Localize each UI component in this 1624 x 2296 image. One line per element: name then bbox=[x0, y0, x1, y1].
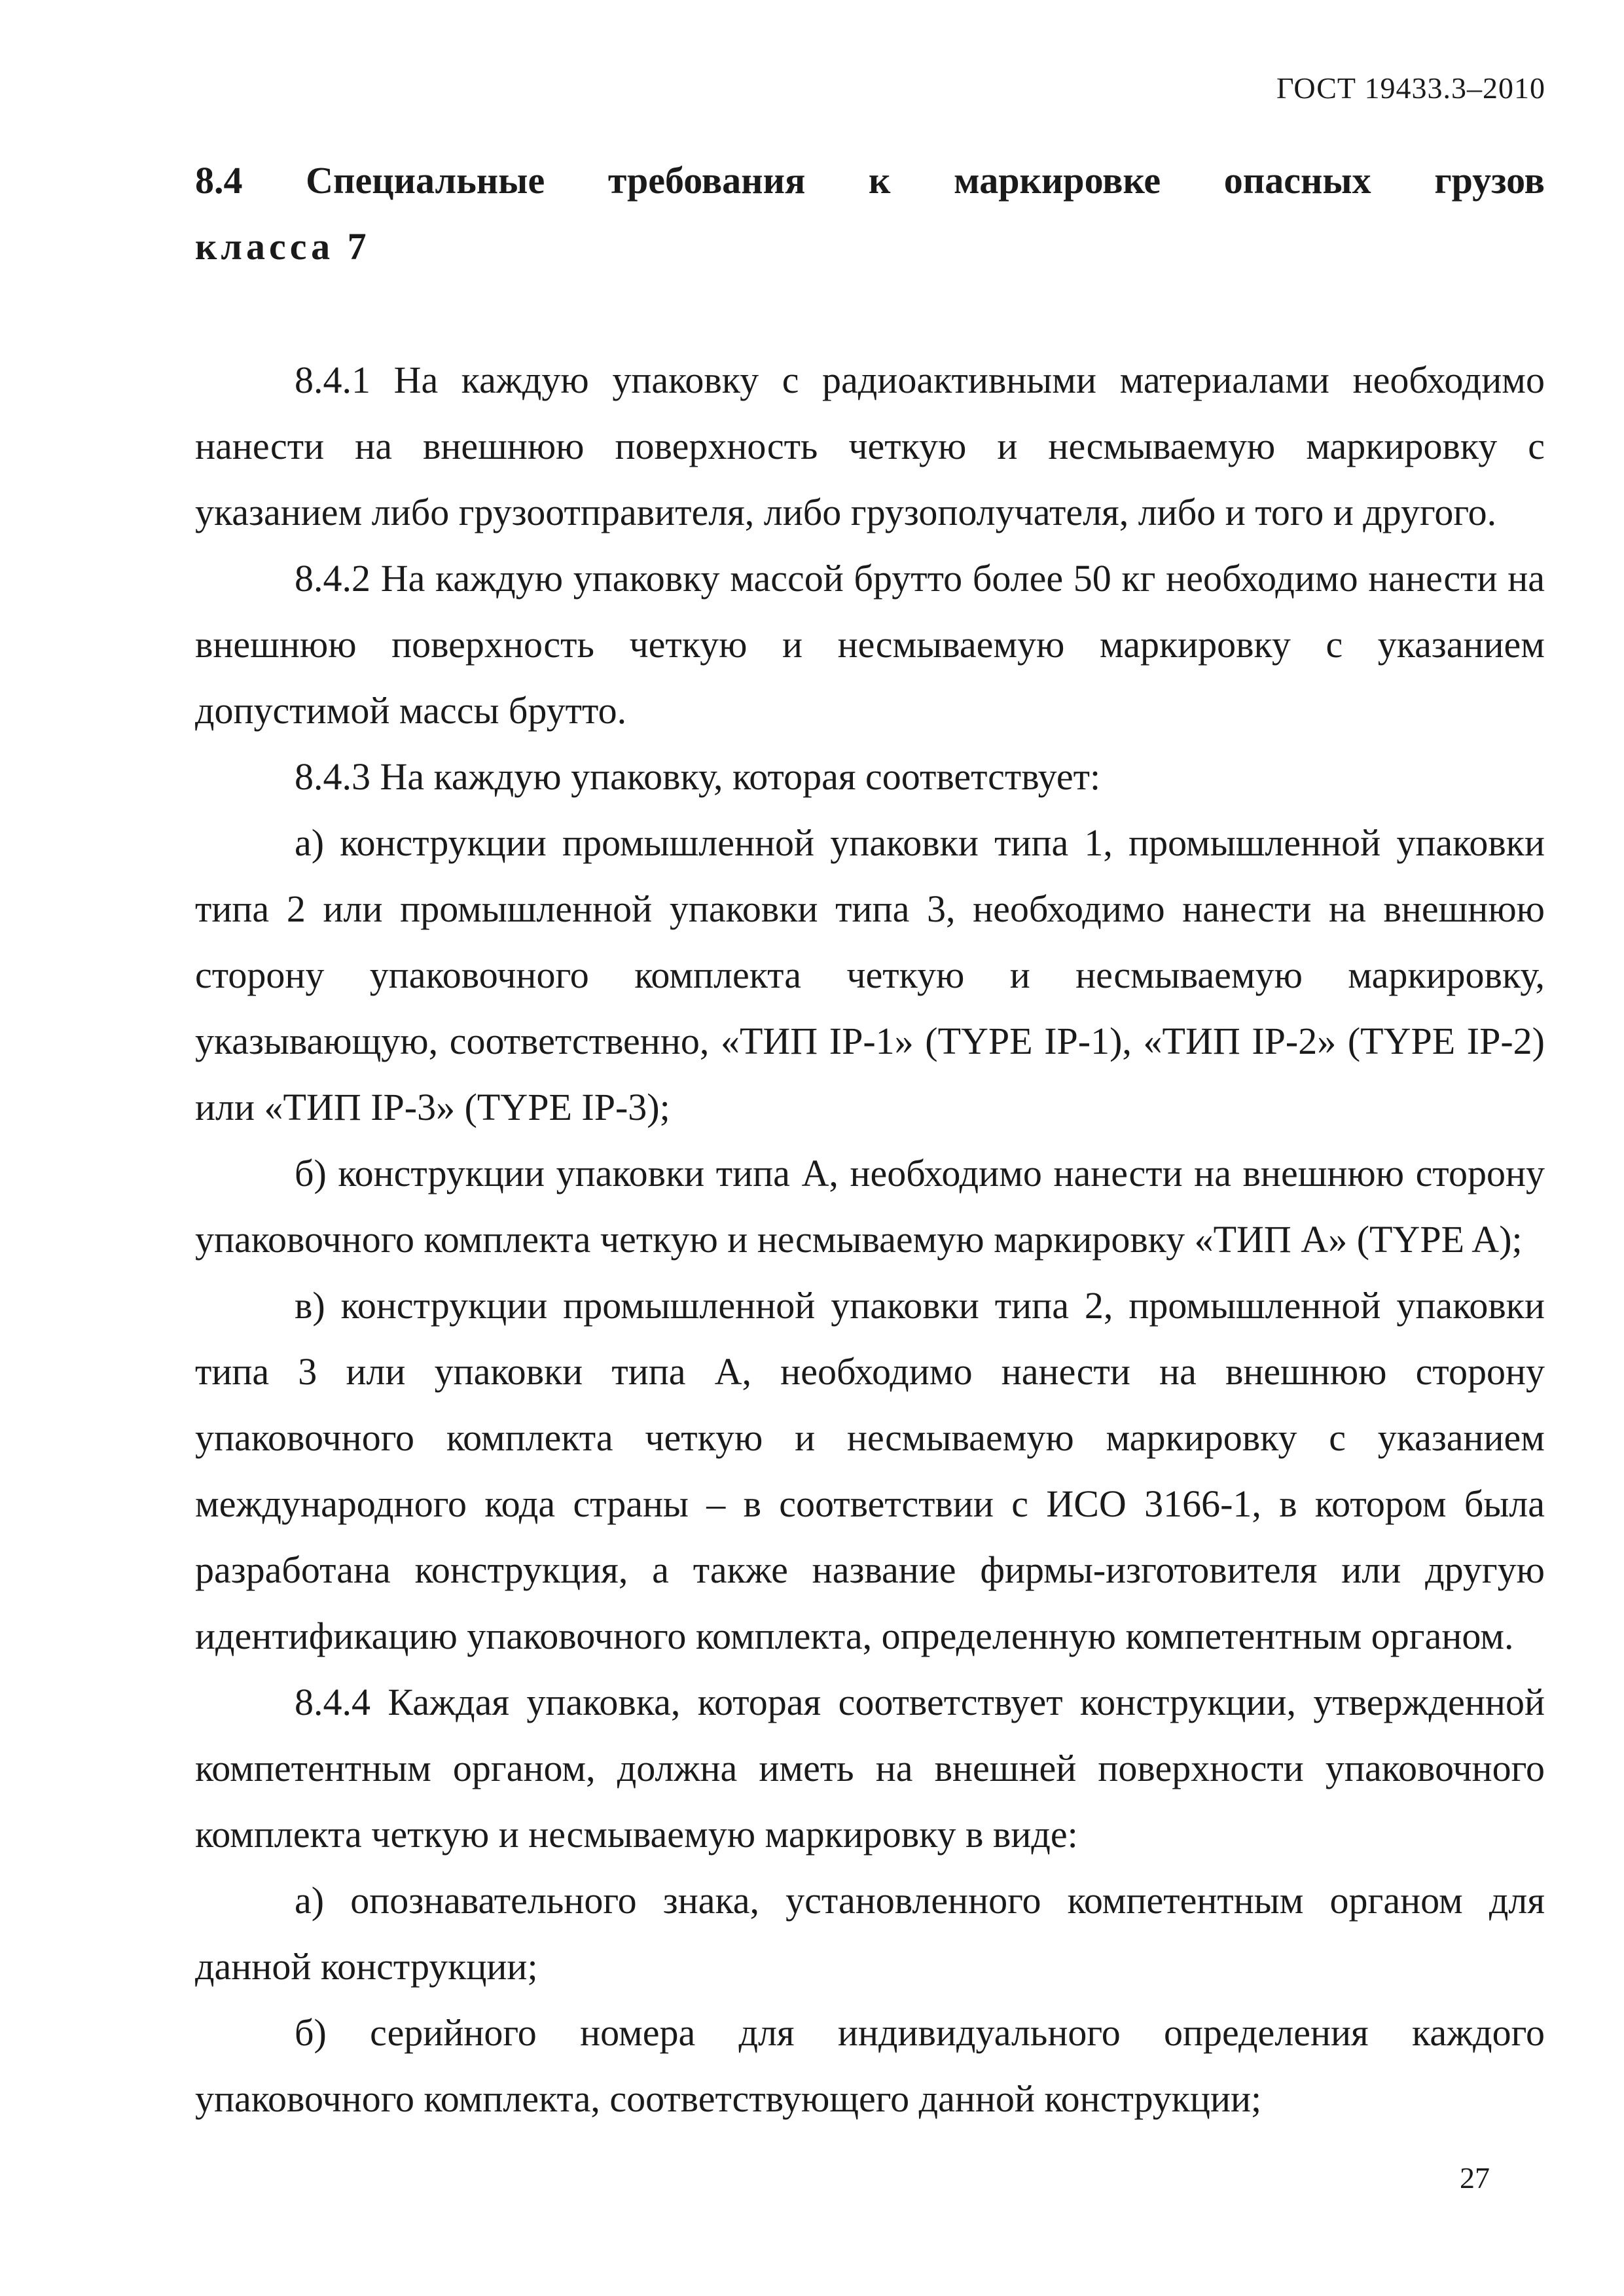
list-item-v: в) конструкции промышленной упаковки типа 2, промышленной упаковки типа 3 или упаковки типа А, необходимо нанести на внешнюю сторону упаковочного комплекта четкую и несмываемую маркировку с указанием международного кода страны – в соответствии с ИСО 3166-1, в котором была разработана конструкция, а также название фирмы-изготовителя или другую идентификацию упаковочного комплекта, определенную компетентным органом. bbox=[195, 1284, 1545, 1657]
section-number: 8.4 bbox=[195, 159, 243, 202]
document-code: ГОСТ 19433.3–2010 bbox=[1276, 71, 1545, 105]
paragraph-8-4-4: 8.4.4 Каждая упаковка, которая соответствует конструкции, утвержденной компетентным органом, должна иметь на внешней поверхности упаковочного комплекта четкую и несмываемую маркировку в виде: bbox=[195, 1681, 1545, 1856]
page-content bbox=[195, 147, 1545, 2132]
list-item-b-2: б) серийного номера для индивидуального определения каждого упаковочного комплекта, соответствующего данной конструкции; bbox=[195, 2011, 1545, 2120]
page-number: 27 bbox=[1460, 2161, 1490, 2195]
list-item-a-2: а) опознавательного знака, установленного компетентным органом для данной конструкции; bbox=[195, 1879, 1545, 1988]
section-title-line-1: Специальные требования к маркировке опасных грузов bbox=[306, 159, 1545, 202]
list-item-b: б) конструкции упаковки типа A, необходимо нанести на внешнюю сторону упаковочного комплекта четкую и несмываемую маркировку «ТИП А» (TYPE A); bbox=[195, 1152, 1545, 1261]
paragraph-8-4-3: 8.4.3 На каждую упаковку, которая соответствует: bbox=[295, 755, 1101, 798]
section-title-line-2: класса 7 bbox=[195, 225, 370, 268]
list-item-a: а) конструкции промышленной упаковки типа 1, промышленной упаковки типа 2 или промышленной упаковки типа 3, необходимо нанести на внешнюю сторону упаковочного комплекта четкую и несмываемую маркировку, указывающую, соответственно, «ТИП IP-1» (TYPE IP-1), «ТИП IP-2» (TYPE IP-2) или «ТИП IP-3» (TYPE IP-3); bbox=[195, 821, 1545, 1128]
paragraph-8-4-2: 8.4.2 На каждую упаковку массой брутто более 50 кг необходимо нанести на внешнюю поверхность четкую и несмываемую маркировку с указанием допустимой массы брутто. bbox=[195, 557, 1545, 732]
paragraph-8-4-1: 8.4.1 На каждую упаковку с радиоактивными материалами необходимо нанести на внешнюю поверхность четкую и несмываемую маркировку с указанием либо грузоотправителя, либо грузополучателя, либо и того и другого. bbox=[195, 359, 1545, 533]
section-heading bbox=[195, 147, 1545, 213]
